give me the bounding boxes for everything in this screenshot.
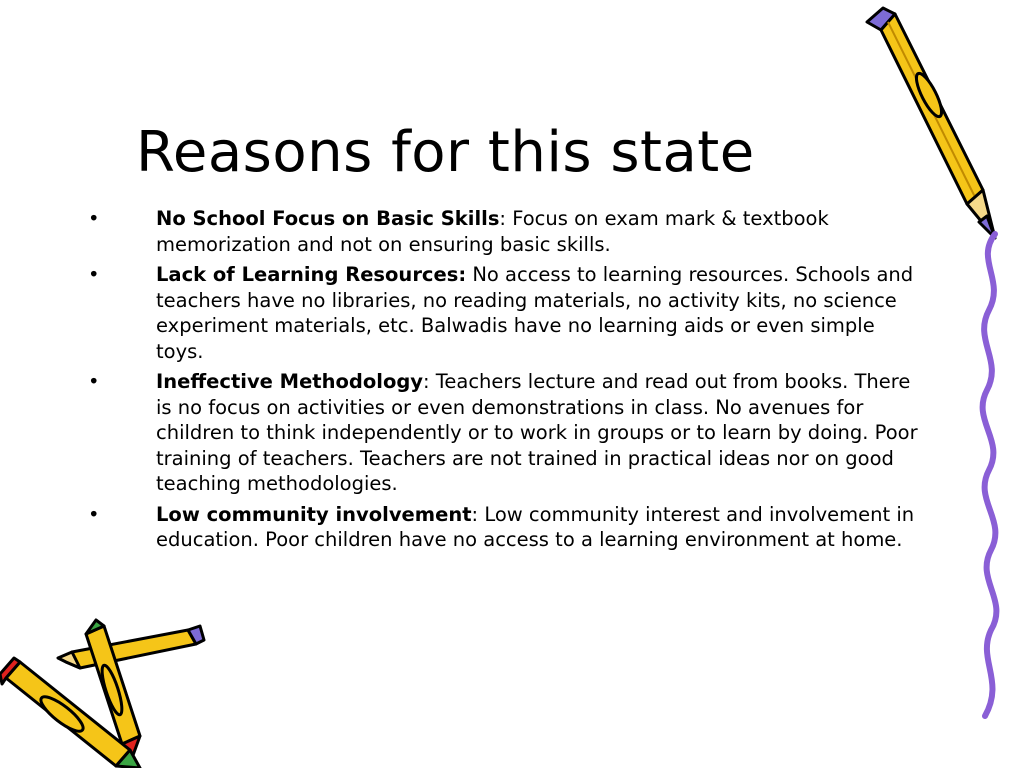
pencil-icon [855,0,1005,245]
bullet-item [88,206,928,257]
bullet-list [88,206,928,558]
bullet-term: Ineffective Methodology [156,370,424,393]
squiggle-line [955,230,1024,720]
slide-title: Reasons for this state [136,120,755,185]
bullet-text: No access to learning resources. Schools and teachers have no libraries, no reading materials, no activity kits, no science experiment materials, etc. Balwadis have no learning aids or even simple toys. [156,263,914,363]
bullet-marker: • [88,207,100,230]
bullet-text: : Teachers lecture and read out from books. There is no focus on activities or even demonstrations in class. No avenues for children to think independently or to work in groups or to learn by doing. Poor training of teachers. Teachers are not trained in practical ideas nor on good teaching methodologies. [156,370,918,495]
bullet-term: Lack of Learning Resources: [156,263,467,286]
bullet-term: No School Focus on Basic Skills [156,207,500,230]
bullet-marker: • [88,370,100,393]
bullet-item [88,262,928,364]
bullet-item [88,369,928,497]
bullet-marker: • [88,502,100,526]
bullet-text: : Focus on exam mark & textbook memorization and not on ensuring basic skills. [156,207,829,256]
bullet-marker: • [88,263,100,286]
bullet-term: Low community involvement [156,502,472,526]
bullet-text: : Low community interest and involvement in education. Poor children have no access to a learning environment at home. [156,502,915,551]
bullet-item [88,502,928,553]
crossed-pencils-icon [0,618,210,768]
